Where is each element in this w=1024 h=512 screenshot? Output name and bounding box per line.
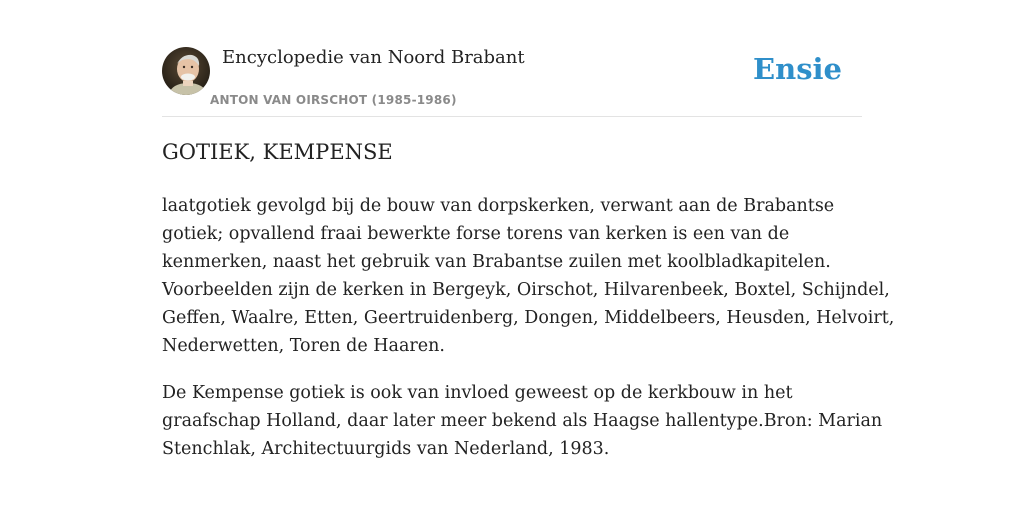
- paragraph-line: kenmerken, naast het gebruik van Brabantse zuilen met koolbladkapitelen.: [162, 252, 831, 272]
- paragraph-line: Voorbeelden zijn de kerken in Bergeyk, Oirschot, Hilvarenbeek, Boxtel, Schijndel,: [162, 280, 890, 300]
- article-body: [162, 192, 895, 482]
- article-paragraph: [162, 192, 895, 360]
- paragraph-line: Stenchlak, Architectuurgids van Nederland, 1983.: [162, 439, 610, 459]
- source-header: [162, 46, 862, 117]
- author-portrait-icon: [162, 47, 210, 95]
- author-name[interactable]: ANTON VAN OIRSCHOT (1985-1986): [210, 93, 457, 107]
- paragraph-line: Nederwetten, Toren de Haaren.: [162, 336, 445, 356]
- source-title[interactable]: Encyclopedie van Noord Brabant: [222, 47, 525, 68]
- ensie-logo[interactable]: Ensie: [753, 52, 842, 86]
- paragraph-line: De Kempense gotiek is ook van invloed geweest op de kerkbouw in het: [162, 383, 793, 403]
- paragraph-line: laatgotiek gevolgd bij de bouw van dorpskerken, verwant aan de Brabantse: [162, 196, 835, 216]
- paragraph-line: gotiek; opvallend fraai bewerkte forse torens van kerken is een van de: [162, 224, 790, 244]
- paragraph-line: graafschap Holland, daar later meer bekend als Haagse hallentype.Bron: Marian: [162, 411, 883, 431]
- paragraph-line: Geffen, Waalre, Etten, Geertruidenberg, Dongen, Middelbeers, Heusden, Helvoirt,: [162, 308, 895, 328]
- author-avatar[interactable]: [162, 47, 210, 95]
- article-title: GOTIEK, KEMPENSE: [162, 140, 393, 164]
- article-paragraph: [162, 379, 883, 463]
